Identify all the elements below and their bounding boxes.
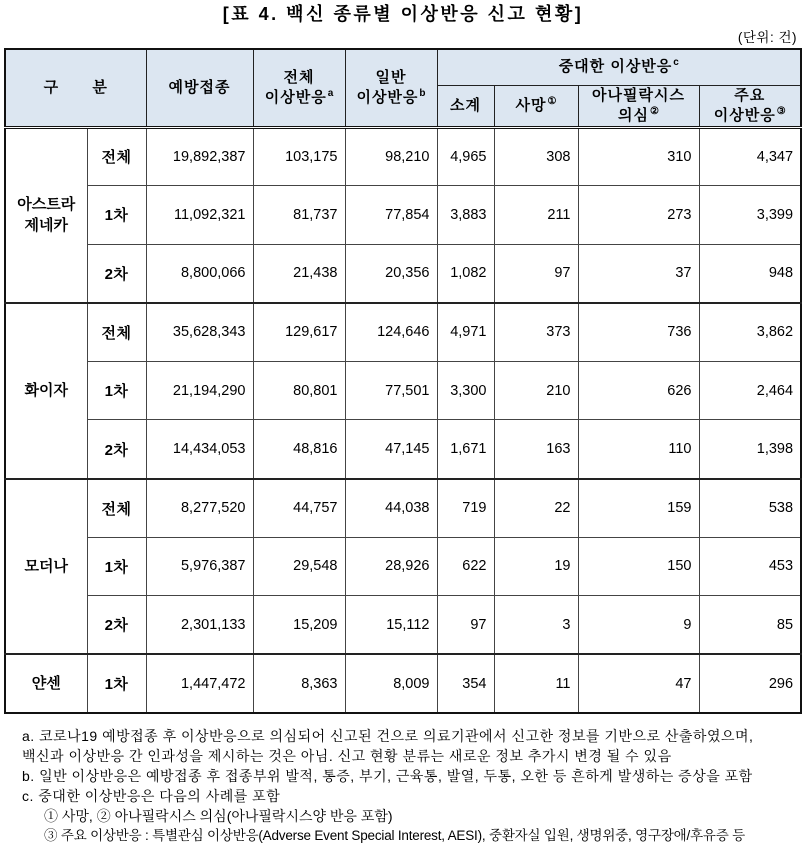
serious-subtotal-cell: 4,971	[437, 303, 494, 362]
general-ae-cell: 44,038	[345, 479, 437, 538]
general-ae-cell: 28,926	[345, 537, 437, 596]
footnote-line: a. 코로나19 예방접종 후 이상반응으로 의심되어 신고된 건으로 의료기관에서 신고한 정보를 기반으로 산출하였으며,	[22, 728, 754, 744]
table-body	[5, 127, 801, 713]
total-ae-cell: 21,438	[253, 244, 345, 303]
vaccine-group-cell	[5, 303, 87, 479]
serious-subtotal-cell: 354	[437, 654, 494, 713]
header-general-ae-line2-text: 이상반응	[356, 88, 419, 106]
footnote-marker-a: a	[327, 87, 334, 99]
major-ae-cell: 296	[699, 654, 801, 713]
total-ae-cell: 48,816	[253, 420, 345, 479]
header-total-ae-line2-text: 이상반응	[264, 88, 327, 106]
table-row	[5, 596, 801, 655]
vaccine-name-line: 모더나	[24, 557, 68, 575]
vaccinations-cell: 8,800,066	[146, 244, 253, 303]
serious-subtotal-cell: 3,300	[437, 361, 494, 420]
vaccinations-cell: 14,434,053	[146, 420, 253, 479]
vaccinations-cell: 19,892,387	[146, 127, 253, 186]
header-anaphylaxis-line2	[579, 106, 699, 126]
header-category	[5, 49, 146, 127]
dose-cell: 2차	[87, 596, 146, 655]
vaccinations-cell: 2,301,133	[146, 596, 253, 655]
serious-subtotal-cell: 622	[437, 537, 494, 596]
total-ae-cell: 129,617	[253, 303, 345, 362]
unit-label: (단위: 건)	[737, 30, 797, 45]
major-ae-cell: 538	[699, 479, 801, 538]
vaccinations-cell: 11,092,321	[146, 186, 253, 245]
footnote-line: 백신과 이상반응 간 인과성을 제시하는 것은 아님. 신고 현황 분류는 새로운 정보 추가시 변경 될 수 있음	[22, 748, 672, 764]
header-serious-ae	[437, 49, 801, 85]
vaccinations-cell: 5,976,387	[146, 537, 253, 596]
header-anaphylaxis-line2-text: 의심	[618, 106, 649, 124]
vaccine-group-cell	[5, 127, 87, 303]
footnote-marker-b: b	[419, 87, 426, 99]
header-total-ae-line1: 전체	[283, 68, 315, 86]
death-cell: 373	[494, 303, 578, 362]
serious-subtotal-cell: 1,671	[437, 420, 494, 479]
header-death-label: 사망	[515, 96, 547, 114]
serious-subtotal-cell: 97	[437, 596, 494, 655]
death-cell: 22	[494, 479, 578, 538]
total-ae-cell: 103,175	[253, 127, 345, 186]
dose-cell: 1차	[87, 537, 146, 596]
major-ae-cell: 2,464	[699, 361, 801, 420]
vaccine-name-line: 제네카	[24, 217, 68, 235]
vaccinations-cell: 8,277,520	[146, 479, 253, 538]
table-row	[5, 127, 801, 186]
total-ae-cell: 80,801	[253, 361, 345, 420]
total-ae-cell: 81,737	[253, 186, 345, 245]
anaphylaxis-cell: 150	[578, 537, 699, 596]
table-row	[5, 186, 801, 245]
major-ae-cell: 4,347	[699, 127, 801, 186]
dose-cell: 전체	[87, 303, 146, 362]
total-ae-cell: 44,757	[253, 479, 345, 538]
footnotes	[22, 726, 753, 846]
general-ae-cell: 98,210	[345, 127, 437, 186]
dose-cell: 1차	[87, 361, 146, 420]
anaphylaxis-cell: 273	[578, 186, 699, 245]
anaphylaxis-cell: 310	[578, 127, 699, 186]
footnote-line: b. 일반 이상반응은 예방접종 후 접종부위 발적, 통증, 부기, 근육통, 발열, 두통, 오한 등 흔하게 발생하는 증상을 포함	[22, 768, 753, 784]
serious-subtotal-cell: 719	[437, 479, 494, 538]
header-serious-ae-label: 중대한 이상반응	[558, 58, 673, 76]
header-major-ae-line2-text: 이상반응	[713, 106, 776, 124]
anaphylaxis-cell: 110	[578, 420, 699, 479]
adverse-event-table	[4, 48, 802, 714]
major-ae-cell: 85	[699, 596, 801, 655]
header-vaccinations	[146, 49, 253, 127]
general-ae-cell: 77,501	[345, 361, 437, 420]
header-anaphylaxis-line1: 아나필락시스	[592, 86, 685, 104]
general-ae-cell: 124,646	[345, 303, 437, 362]
header-general-ae-line2	[346, 88, 437, 108]
anaphylaxis-cell: 37	[578, 244, 699, 303]
total-ae-cell: 29,548	[253, 537, 345, 596]
dose-cell: 2차	[87, 244, 146, 303]
death-cell: 3	[494, 596, 578, 655]
total-ae-cell: 8,363	[253, 654, 345, 713]
header-major-ae-line2	[700, 106, 801, 126]
death-cell: 19	[494, 537, 578, 596]
anaphylaxis-cell: 159	[578, 479, 699, 538]
general-ae-cell: 20,356	[345, 244, 437, 303]
footnote-marker-c: c	[673, 57, 679, 69]
header-death	[494, 85, 578, 127]
dose-cell: 1차	[87, 654, 146, 713]
header-subtotal-label: 소계	[450, 96, 481, 114]
death-cell: 211	[494, 186, 578, 245]
serious-subtotal-cell: 4,965	[437, 127, 494, 186]
anaphylaxis-cell: 626	[578, 361, 699, 420]
table-row	[5, 361, 801, 420]
general-ae-cell: 47,145	[345, 420, 437, 479]
header-general-ae	[345, 49, 437, 127]
footnote-line: ③ 주요 이상반응 : 특별관심 이상반응(Adverse Event Special Interest, AESI), 중환자실 입원, 생명위중, 영구장애/후유증 등	[44, 828, 745, 843]
major-ae-cell: 948	[699, 244, 801, 303]
vaccinations-cell: 1,447,472	[146, 654, 253, 713]
general-ae-cell: 15,112	[345, 596, 437, 655]
header-major-ae	[699, 85, 801, 127]
anaphylaxis-cell: 736	[578, 303, 699, 362]
major-ae-cell: 453	[699, 537, 801, 596]
vaccine-group-cell	[5, 479, 87, 655]
major-ae-cell: 3,862	[699, 303, 801, 362]
general-ae-cell: 77,854	[345, 186, 437, 245]
table-row	[5, 479, 801, 538]
vaccine-name-line: 아스트라	[17, 196, 76, 214]
death-cell: 11	[494, 654, 578, 713]
dose-cell: 2차	[87, 420, 146, 479]
header-total-ae-line2	[254, 88, 345, 108]
anaphylaxis-cell: 9	[578, 596, 699, 655]
vaccinations-cell: 21,194,290	[146, 361, 253, 420]
vaccine-name-line: 화이자	[24, 382, 68, 400]
table-header	[5, 49, 801, 127]
header-subtotal	[437, 85, 494, 127]
dose-cell: 전체	[87, 127, 146, 186]
header-general-ae-line1: 일반	[375, 68, 407, 86]
vaccine-group-cell	[5, 654, 87, 713]
footnote-marker-3: ③	[776, 105, 786, 117]
header-anaphylaxis	[578, 85, 699, 127]
footnote-line: ① 사망, ② 아나필락시스 의심(아나필락시스양 반응 포함)	[44, 808, 393, 824]
death-cell: 210	[494, 361, 578, 420]
anaphylaxis-cell: 47	[578, 654, 699, 713]
table-row	[5, 303, 801, 362]
table-row	[5, 244, 801, 303]
vaccine-name-line: 얀센	[31, 675, 61, 693]
header-category-label: 구 분	[43, 78, 108, 96]
major-ae-cell: 1,398	[699, 420, 801, 479]
table-row	[5, 420, 801, 479]
header-major-ae-line1: 주요	[734, 86, 766, 104]
total-ae-cell: 15,209	[253, 596, 345, 655]
death-cell: 308	[494, 127, 578, 186]
footnote-marker-1: ①	[547, 95, 557, 107]
dose-cell: 전체	[87, 479, 146, 538]
header-total-ae	[253, 49, 345, 127]
death-cell: 97	[494, 244, 578, 303]
header-row	[5, 49, 801, 85]
table-row	[5, 654, 801, 713]
serious-subtotal-cell: 1,082	[437, 244, 494, 303]
serious-subtotal-cell: 3,883	[437, 186, 494, 245]
footnote-marker-2: ②	[650, 105, 659, 117]
header-vaccinations-label: 예방접종	[168, 78, 231, 96]
vaccinations-cell: 35,628,343	[146, 303, 253, 362]
dose-cell: 1차	[87, 186, 146, 245]
footnote-line: c. 중대한 이상반응은 다음의 사례를 포함	[22, 788, 281, 804]
major-ae-cell: 3,399	[699, 186, 801, 245]
general-ae-cell: 8,009	[345, 654, 437, 713]
death-cell: 163	[494, 420, 578, 479]
table-title: [표 4. 백신 종류별 이상반응 신고 현황]	[222, 4, 584, 24]
table-row	[5, 537, 801, 596]
